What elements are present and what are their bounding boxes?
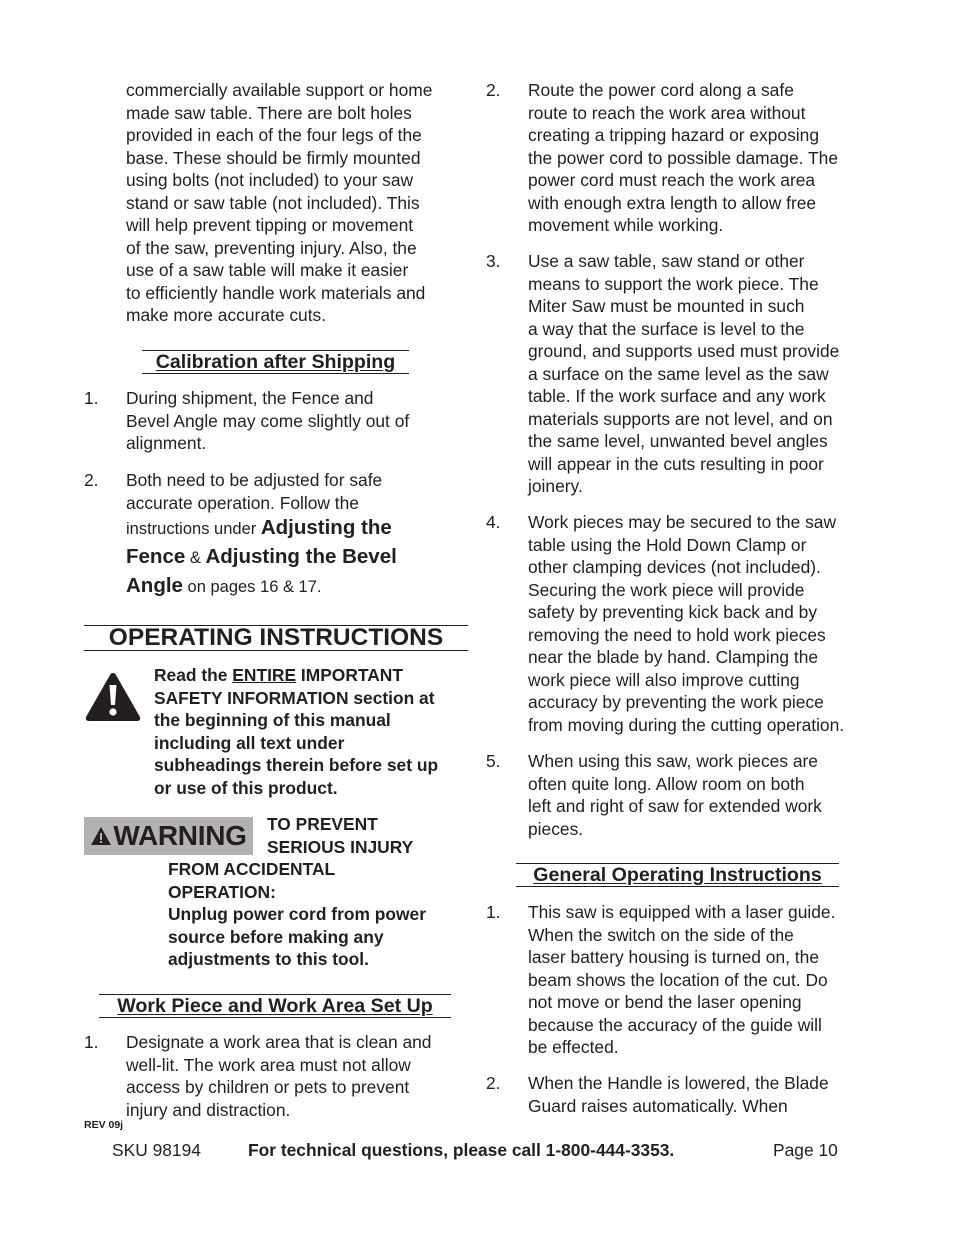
- text-line: means to support the work piece. The: [528, 273, 819, 294]
- list-number: 2.: [486, 1073, 501, 1093]
- list-number: 1.: [486, 902, 501, 922]
- text-line: OPERATION:: [168, 881, 276, 902]
- text-line: near the blade by hand. Clamping the: [528, 647, 819, 667]
- text-line: made saw table. There are bolt holes: [126, 102, 412, 123]
- text-line: [126, 514, 471, 543]
- text-line: the power cord to possible damage. The: [528, 147, 838, 168]
- warning-badge: [84, 817, 253, 855]
- safety-notice: [154, 664, 469, 799]
- calibration-item-2: [126, 469, 471, 601]
- text-run: on pages 16 & 17.: [182, 578, 322, 596]
- text-line: When the switch on the side of the: [528, 924, 794, 945]
- text-line: will help prevent tipping or movement: [126, 215, 414, 235]
- text-line: Both need to be adjusted for safe: [126, 470, 383, 490]
- text-line: provided in each of the four legs of the: [126, 125, 422, 145]
- right-item-2: [528, 79, 878, 237]
- text-line: be effected.: [528, 1037, 619, 1057]
- text-line: Miter Saw must be mounted in such: [528, 296, 805, 316]
- general-item-2: [528, 1072, 878, 1117]
- text-line: table. If the work surface and any work: [528, 386, 826, 406]
- text-line: Guard raises automatically. When: [528, 1095, 788, 1116]
- text-line: the same level, unwanted bevel angles: [528, 431, 828, 451]
- text-line: When the Handle is lowered, the Blade: [528, 1073, 829, 1093]
- text-line: from moving during the cutting operation.: [528, 714, 845, 735]
- text-line: Read the ENTIRE IMPORTANT: [154, 665, 403, 685]
- text-line: adjustments to this tool.: [168, 949, 369, 969]
- text-line: alignment.: [126, 433, 207, 453]
- text-line: beam shows the location of the cut. Do: [528, 969, 828, 990]
- text-line: or use of this product.: [154, 777, 338, 798]
- text-line: Securing the work piece will provide: [528, 579, 805, 600]
- text-line: removing the need to hold work pieces: [528, 624, 826, 645]
- list-number: 4.: [486, 512, 501, 532]
- intro-paragraph: [126, 79, 471, 327]
- text-line: Designate a work area that is clean and: [126, 1032, 432, 1052]
- revision-label: REV 09j: [84, 1119, 124, 1131]
- text-line: left and right of saw for extended work: [528, 796, 822, 816]
- text-line: movement while working.: [528, 215, 724, 235]
- text-line: This saw is equipped with a laser guide.: [528, 902, 836, 922]
- text-line: safety by preventing kick back and by: [528, 602, 818, 622]
- text-line: Unplug power cord from power: [168, 904, 426, 924]
- text-line: commercially available support or home: [126, 80, 433, 100]
- list-number: 1.: [84, 388, 99, 408]
- text-line: When using this saw, work pieces are: [528, 751, 818, 771]
- text-line: will appear in the cuts resulting in poor: [528, 453, 824, 474]
- operating-instructions-heading: OPERATING INSTRUCTIONS: [84, 625, 468, 651]
- text-line: stand or saw table (not included). This: [126, 192, 420, 213]
- text-line: use of a saw table will make it easier: [126, 260, 409, 280]
- text-line: of the saw, preventing injury. Also, the: [126, 237, 417, 258]
- text-line: route to reach the work area without: [528, 102, 806, 123]
- calibration-item-1: [126, 387, 466, 455]
- text-line: joinery.: [528, 476, 583, 496]
- text-line: using bolts (not included) to your saw: [126, 170, 414, 190]
- list-number: 2.: [84, 470, 99, 490]
- text-line: access by children or pets to prevent: [126, 1077, 410, 1097]
- general-item-1: [528, 901, 878, 1059]
- calibration-heading: Calibration after Shipping: [142, 350, 409, 374]
- text-line: injury and distraction.: [126, 1099, 291, 1120]
- workpiece-heading: Work Piece and Work Area Set Up: [99, 994, 451, 1018]
- text-line: a surface on the same level as the saw: [528, 363, 829, 384]
- text-line: subheadings therein before set up: [154, 755, 439, 775]
- text-line: power cord must reach the work area: [528, 170, 816, 190]
- text-line: SAFETY INFORMATION section at: [154, 687, 435, 708]
- text-line: including all text under: [154, 732, 345, 753]
- text-line: other clamping devices (not included).: [528, 557, 821, 577]
- text-line: because the accuracy of the guide will: [528, 1014, 822, 1035]
- page-number: Page 10: [773, 1140, 838, 1160]
- tech-support-line: For technical questions, please call 1-800-444-3353.: [248, 1140, 675, 1160]
- text-line: the beginning of this manual: [154, 710, 391, 730]
- text-line: make more accurate cuts.: [126, 305, 327, 325]
- text-line: Bevel Angle may come slightly out of: [126, 410, 410, 431]
- text-line: FROM ACCIDENTAL: [168, 859, 336, 879]
- text-line: accurate operation. Follow the: [126, 492, 359, 513]
- text-line: with enough extra length to allow free: [528, 192, 817, 213]
- warning-body-text: [168, 858, 468, 971]
- text-line: ground, and supports used must provide: [528, 341, 840, 361]
- text-run: &: [185, 549, 206, 567]
- warning-label: WARNING: [113, 820, 247, 851]
- right-item-4: [528, 511, 888, 736]
- text-run: instructions under: [126, 520, 261, 538]
- list-number: 3.: [486, 251, 501, 271]
- text-line: pieces.: [528, 818, 584, 839]
- warning-triangle-icon: [84, 671, 142, 723]
- text-line: Use a saw table, saw stand or other: [528, 251, 805, 271]
- text-line: accuracy by preventing the work piece: [528, 692, 824, 712]
- general-operating-heading: General Operating Instructions: [516, 863, 839, 887]
- bold-reference: Fence: [126, 545, 186, 568]
- text-line: During shipment, the Fence and: [126, 388, 374, 408]
- text-line: well-lit. The work area must not allow: [126, 1054, 411, 1075]
- bold-reference: Adjusting the Bevel: [205, 545, 397, 568]
- text-line: to efficiently handle work materials and: [126, 282, 426, 303]
- text-line: base. These should be firmly mounted: [126, 147, 421, 168]
- text-line: work piece will also improve cutting: [528, 669, 800, 690]
- text-line: not move or bend the laser opening: [528, 992, 802, 1012]
- emphasis-entire: ENTIRE: [232, 665, 297, 685]
- text-line: [126, 543, 471, 572]
- right-item-3: [528, 250, 878, 498]
- warning-small-triangle-icon: [90, 826, 112, 846]
- text-line: Work pieces may be secured to the saw: [528, 512, 837, 532]
- text-line: table using the Hold Down Clamp or: [528, 534, 807, 555]
- text-line: TO PREVENT: [267, 814, 378, 834]
- list-number: 5.: [486, 751, 501, 771]
- sku-label: SKU 98194: [112, 1140, 201, 1160]
- list-number: 2.: [486, 80, 501, 100]
- text-line: source before making any: [168, 926, 384, 947]
- text-line: creating a tripping hazard or exposing: [528, 125, 819, 145]
- right-item-5: [528, 750, 878, 840]
- list-number: 1.: [84, 1032, 99, 1052]
- text-line: a way that the surface is level to the: [528, 318, 805, 339]
- text-line: often quite long. Allow room on both: [528, 773, 805, 794]
- warning-side-text: [267, 813, 467, 858]
- text-line: laser battery housing is turned on, the: [528, 947, 819, 967]
- workpiece-item-1: [126, 1031, 471, 1121]
- text-line: Route the power cord along a safe: [528, 80, 794, 100]
- bold-reference: Angle: [126, 574, 183, 597]
- text-line: materials supports are not level, and on: [528, 408, 833, 429]
- text-line: [126, 572, 471, 601]
- bold-reference: Adjusting the: [260, 516, 392, 539]
- text-line: SERIOUS INJURY: [267, 836, 414, 857]
